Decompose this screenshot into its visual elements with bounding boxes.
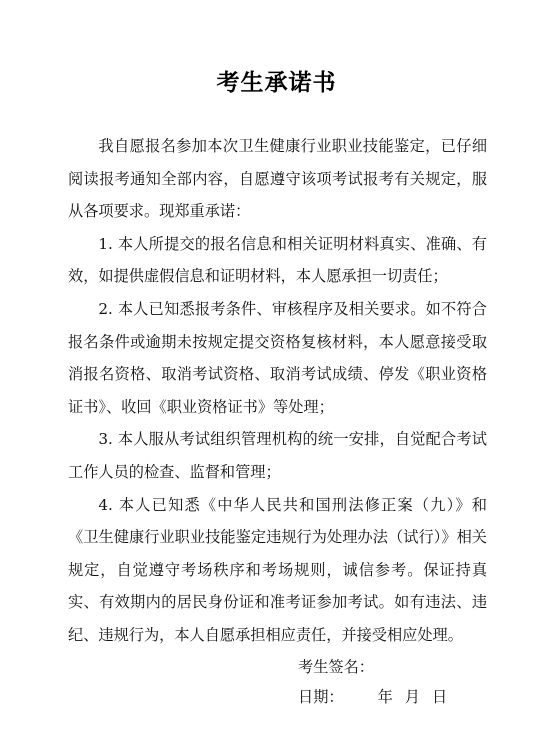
day-label: 日: [431, 688, 448, 706]
document-title: 考生承诺书: [216, 69, 337, 96]
signature-line: [298, 656, 374, 677]
commitment-item-3: 3. 本人服从考试组织管理机构的统一安排，自觉配合考试工作人员的检查、监督和管理；: [68, 430, 487, 481]
month-label: 月: [404, 688, 420, 706]
date-line: [298, 686, 447, 707]
intro-paragraph: 我自愿报名参加本次卫生健康行业职业技能鉴定，已仔细阅读报考通知全部内容，自愿遵守该项考试报考有关规定，服从各项要求。现郑重承诺：: [68, 137, 487, 221]
date-label: 日期：: [298, 688, 344, 706]
year-label: 年: [377, 688, 393, 706]
commitment-item-1: 1. 本人所提交的报名信息和相关证明材料真实、准确、有效，如提供虚假信息和证明材料，本人愿承担一切责任；: [68, 234, 487, 286]
commitment-item-2: 2. 本人已知悉报考条件、审核程序及相关要求。如不符合报名条件或逾期未按规定提交资格复核材料，本人愿意接受取消报名资格、取消考试资格、取消考试成绩、停发《职业资格证书》、收回《职业资格证书》等处理；: [68, 299, 487, 416]
commitment-item-4: 4. 本人已知悉《中华人民共和国刑法修正案（九）》和《卫生健康行业职业技能鉴定违规行为处理办法（试行）》相关规定，自觉遵守考场秩序和考场规则，诚信参考。保证持真实、有效期内的居民身份证和准考证参加考试。如有违法、违纪、违规行为，本人自愿承担相应责任，并接受相应处理。: [68, 495, 487, 644]
signature-label: 考生签名：: [298, 658, 374, 676]
commitment-body: [68, 130, 487, 652]
